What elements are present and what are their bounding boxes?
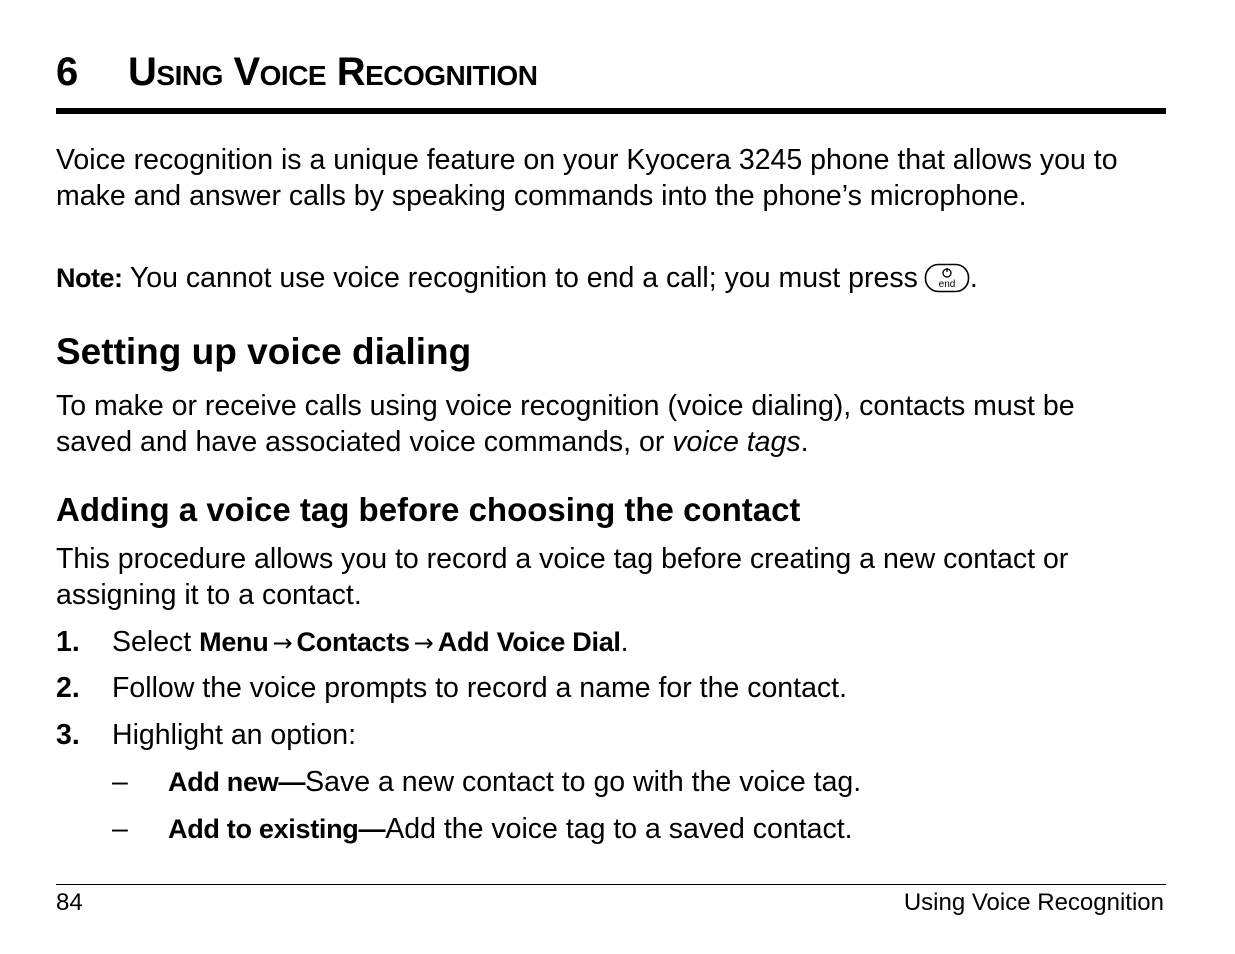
intro-paragraph: Voice recognition is a unique feature on your Kyocera 3245 phone that allows you to make and answer calls by speaking commands into the phone’s microphone. bbox=[56, 144, 1118, 212]
option-sep: — bbox=[278, 767, 306, 797]
subsection-paragraph: This procedure allows you to record a voice tag before creating a new contact or assigning it to a contact. bbox=[56, 543, 1069, 611]
step-number: 3. bbox=[56, 719, 80, 751]
step-text: Highlight an option: bbox=[112, 719, 357, 751]
arrow-icon: → bbox=[413, 629, 434, 657]
svg-text:end: end bbox=[938, 279, 956, 290]
dash-bullet: – bbox=[112, 813, 128, 845]
step-prefix: Select bbox=[112, 626, 192, 658]
option-text bbox=[168, 764, 861, 800]
page-number: 84 bbox=[56, 889, 83, 916]
note-text: You cannot use voice recognition to end a call; you must press bbox=[129, 262, 918, 294]
option-term: Add new bbox=[168, 767, 279, 797]
menu-item-add-voice-dial: Add Voice Dial bbox=[437, 627, 621, 657]
chapter-heading bbox=[56, 48, 1166, 96]
end-key-icon bbox=[924, 263, 970, 293]
step-text bbox=[112, 624, 629, 661]
menu-item-menu: Menu bbox=[199, 627, 269, 657]
footer-rule bbox=[56, 884, 1166, 885]
option-term: Add to existing bbox=[168, 814, 359, 844]
step-end-punct: . bbox=[620, 626, 629, 658]
chapter-title: Using Voice Recognition bbox=[128, 50, 538, 94]
chapter-number: 6 bbox=[56, 50, 78, 94]
menu-item-contacts: Contacts bbox=[296, 627, 410, 657]
section-text: To make or receive calls using voice recognition (voice dialing), contacts must be saved and have associated voice commands, or bbox=[56, 390, 1075, 458]
section-end-punct: . bbox=[800, 426, 809, 458]
option-desc: Save a new contact to go with the voice tag. bbox=[305, 766, 862, 798]
step-number: 2. bbox=[56, 672, 80, 704]
note-label: Note: bbox=[56, 263, 123, 293]
option-sep: — bbox=[358, 814, 386, 844]
option-desc: Add the voice tag to a saved contact. bbox=[385, 813, 853, 845]
subsection-heading: Adding a voice tag before choosing the contact bbox=[56, 491, 801, 528]
chapter-rule bbox=[56, 108, 1166, 114]
section-emphasis: voice tags bbox=[672, 426, 801, 458]
note-end-punct: . bbox=[969, 262, 978, 294]
section-heading: Setting up voice dialing bbox=[56, 331, 472, 372]
step-text: Follow the voice prompts to record a name for the contact. bbox=[112, 672, 848, 704]
option-text bbox=[168, 811, 853, 847]
dash-bullet: – bbox=[112, 766, 128, 798]
note-paragraph bbox=[56, 260, 1146, 296]
arrow-icon: → bbox=[272, 629, 293, 657]
section-paragraph bbox=[56, 388, 1146, 460]
step-number: 1. bbox=[56, 626, 80, 658]
footer-title: Using Voice Recognition bbox=[903, 889, 1164, 916]
